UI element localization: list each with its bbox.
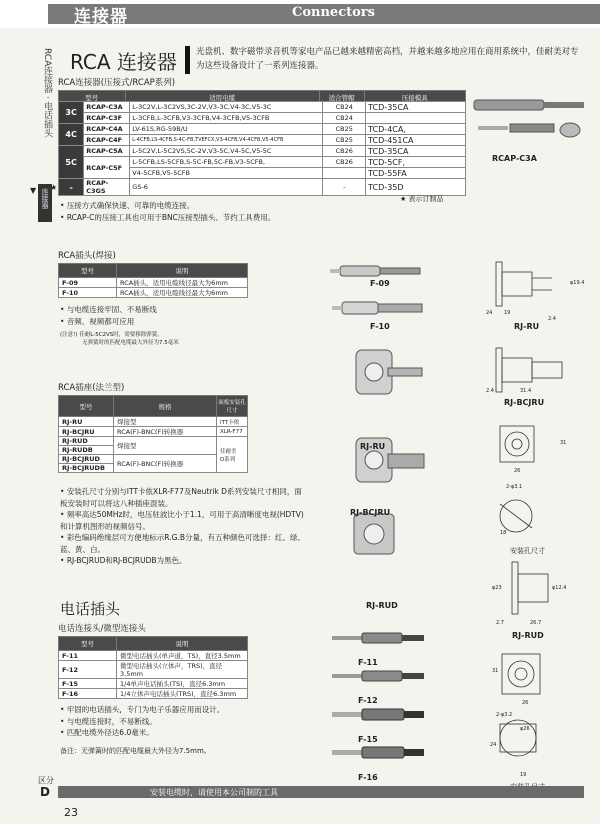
f11-label: F-11: [358, 658, 378, 667]
rj-ru-label: RJ-RU: [360, 442, 386, 451]
spec-cell: RCA(F)-BNC(F)转换器: [114, 455, 217, 473]
model-cell: RCAP-C5A: [84, 146, 130, 157]
model-cell: RJ-RUDB: [59, 446, 114, 455]
cap-cell: CB26: [323, 157, 366, 168]
col-model: 型号: [59, 91, 126, 104]
order-note: ★ 表示订制品: [400, 195, 444, 203]
table-row: [59, 679, 248, 689]
phone-bullets: [60, 704, 300, 739]
technical-drawings: [486, 258, 596, 788]
table-row: [59, 288, 248, 298]
dim-text: 26: [522, 700, 529, 706]
table-row: [59, 427, 248, 437]
rj-bcjru-label: RJ-BCJRU: [350, 508, 391, 517]
f10-label: F-10: [370, 322, 390, 331]
dim-text: φ12.4: [552, 585, 567, 591]
cable-cell: L-3CFB,L-3CFB,V3-3CFB,V4-3CFB,V5-3CFB: [130, 113, 323, 124]
spec-cell: RCA(F)-BNC(F)转换器: [114, 427, 217, 437]
region-label: 区分: [38, 776, 54, 785]
dim-text: 24: [486, 310, 493, 316]
table-row: [59, 661, 248, 679]
model-cell: F-15: [59, 679, 117, 689]
col-model: 型号: [59, 396, 114, 417]
table-row: [59, 113, 466, 124]
dim-text: 26.7: [530, 620, 542, 626]
f12-label: F-12: [358, 696, 378, 705]
dim-text: 2-φ3.2: [496, 712, 513, 718]
bullet-item: • RJ-BCJRUD和RJ-BCJRUDB为黑色。: [60, 556, 187, 565]
cable-cell: V4-5CFB,V5-5CFB: [130, 168, 323, 179]
bullet-item: • 匹配电缆外径达6.0毫米。: [60, 728, 154, 737]
cable-cell: L-5C2V,L-5C2VS,5C-2V,V3-5C,V4-5C,V5-5C: [130, 146, 323, 157]
col-model: 型号: [59, 637, 117, 651]
desc-cell: 微型电话插头(单声道，TS)，直径3.5mm: [117, 651, 248, 661]
f09-image: [330, 266, 420, 276]
f15-image: [332, 709, 424, 720]
dim-text: 2.7: [496, 620, 504, 626]
model-cell: RJ-RU: [59, 417, 114, 427]
cable-cell: GS-6: [130, 179, 323, 196]
model-cell: RCAP-C3A: [84, 102, 130, 113]
table-row: [59, 278, 248, 288]
model-cell: F-12: [59, 661, 117, 679]
jack-caption: RCA插座(法兰型): [58, 383, 125, 393]
side-tab-label: 连接器: [41, 188, 49, 209]
crimp-bullets: [60, 200, 360, 223]
cable-cell: LV-61S,RG-59B/U: [130, 124, 323, 135]
bullet-item: • 与电缆连接时，不易断线。: [60, 716, 157, 726]
phone-table: [58, 636, 248, 699]
die-cell: TCD-451CA: [366, 135, 466, 146]
plug-table: [58, 263, 248, 298]
model-cell: RCAP-C4F: [84, 135, 130, 146]
table-row: [59, 417, 248, 427]
cable-cell: L-3C2V,L-3C2VS,3C-2V,V3-3C,V4-3C,V5-3C: [130, 102, 323, 113]
bullet-item: • 音频、视频都可应用: [60, 316, 135, 326]
bullet-item: • 与电缆连接牢固、不易断线: [60, 305, 157, 314]
f12-image: [332, 671, 424, 681]
dim-text: 2-φ3.1: [506, 484, 523, 490]
rcap-c3a-image: [472, 92, 590, 152]
model-cell: F-16: [59, 689, 117, 699]
header-title-cn: 连接器: [74, 7, 128, 27]
dim-text: 2.4: [486, 388, 494, 394]
group-cell: -: [59, 179, 84, 196]
custom-star: ★: [50, 183, 58, 192]
dim-text: 31: [560, 440, 567, 446]
table-header-row: [59, 264, 248, 278]
col-cable: 适用电缆: [125, 91, 319, 104]
footer-text: 安装电缆时，请使用本公司制的工具: [150, 788, 278, 797]
header-title-en: Connectors: [292, 5, 375, 20]
table-row: [59, 124, 466, 135]
footer-bar: [58, 786, 584, 798]
table-header-row: [59, 396, 248, 417]
table-row: [59, 135, 466, 146]
col-hole: 面板安装孔尺寸: [217, 396, 248, 417]
model-cell: RCAP-C5F: [84, 157, 130, 179]
table-row: [59, 651, 248, 661]
jack-bullets: [60, 486, 305, 567]
cap-cell: CB25: [323, 124, 366, 135]
dim-text: 24: [490, 742, 497, 748]
f15-label: F-15: [358, 735, 378, 744]
desc-cell: RCA插头，适用电缆线径最大为6mm: [117, 288, 248, 298]
table-row: [59, 689, 248, 699]
table-row: [59, 146, 466, 157]
jack-table: [58, 395, 248, 473]
die-cell: TCD-4CA,: [366, 124, 466, 135]
dim-text: 2.4: [548, 316, 556, 322]
side-marker-icon: ▼: [30, 186, 37, 195]
col-desc: 说明: [117, 637, 248, 651]
cap-cell: CB24: [323, 102, 366, 113]
group-cell: 3C: [59, 102, 84, 124]
desc-cell: 1/4立体声电话插头(TRS)，直径6.3mm: [117, 689, 248, 699]
dim-text: 19: [520, 772, 527, 778]
cap-cell: CB24: [323, 113, 366, 124]
f11-image: [332, 633, 424, 643]
bullet-item: • 牢固的电话插头，专门为电子乐器应用而设计。: [60, 705, 225, 714]
drawing-rj-rud-label: RJ-RUD: [512, 631, 544, 640]
f16-label: F-16: [358, 773, 378, 782]
hole-cell: ITT卡侬: [217, 417, 248, 427]
rj-ru-image: [356, 350, 422, 394]
dim-text: φ26: [520, 726, 530, 732]
table-header-row: [59, 637, 248, 651]
cap-cell: CB25: [323, 135, 366, 146]
table-row: [59, 102, 466, 113]
bullet-item: • RCAP-C的压接工具也可用于BNC压接型插头、节约工具费用。: [60, 212, 276, 222]
spec-cell: 焊接型: [114, 437, 217, 455]
intro-bar: [185, 46, 190, 74]
plug-bullets: [60, 304, 260, 327]
model-cell: RCAP-C3F: [84, 113, 130, 124]
bullet-item: • 压接方式确保快速、可靠的电缆连接。: [60, 201, 195, 210]
side-label: RCA连接器 · 电话插头: [42, 48, 52, 138]
phone-product-photos: [328, 630, 428, 775]
f10-image: [332, 302, 422, 314]
dim-text: φ19.4: [570, 280, 585, 286]
dim-text: 31: [492, 668, 499, 674]
drawing-rj-ru-label: RJ-RU: [514, 322, 540, 331]
table-row: [59, 437, 248, 446]
phone-title: 电话插头: [60, 600, 121, 618]
hole-cell: 佳耐美 D系列: [217, 437, 248, 473]
cable-cell: L-4CFB,LS-4CFB,S-4C-FB,TVEFCX,V3-4CFB,V4-4CFB,V5-4CFB: [130, 135, 323, 146]
model-cell: RJ-BCJRU: [59, 427, 114, 437]
bullet-item: • 频率高达50MHz时，电压驻波比小于1.1，可用于高清晰度电视(HDTV)和计算机图形的视频信号。: [60, 510, 304, 531]
dim-text: 18: [500, 530, 507, 536]
die-cell: TCD-35D: [366, 179, 466, 196]
col-die: 压接模具: [364, 91, 466, 104]
section-title: RCA 连接器: [70, 50, 177, 74]
col-model: 型号: [59, 264, 117, 278]
table-row: [59, 179, 466, 196]
group-cell: 4C: [59, 124, 84, 146]
cap-cell: CB26: [323, 146, 366, 157]
plug-caption: RCA插头(焊接): [58, 251, 116, 261]
drawing-rj-bcjru-label: RJ-BCJRU: [504, 398, 545, 407]
rj-rud-label: RJ-RUD: [366, 601, 398, 610]
f09-label: F-09: [370, 279, 390, 288]
desc-cell: 1/4单声电话插头(TS)，直径6.3mm: [117, 679, 248, 689]
cap-cell: [323, 168, 366, 179]
col-desc: 说明: [117, 264, 248, 278]
table-row: [59, 157, 466, 168]
col-cap: 适合管帽: [319, 91, 364, 104]
crimp-caption: RCA连接器(压接式/RCAP系列): [58, 78, 176, 88]
phone-note: 备注：无弹簧时的匹配电缆最大外径为7.5mm。: [60, 747, 211, 755]
page-number: 23: [64, 806, 78, 819]
dim-text: φ23: [492, 585, 502, 591]
crimp-table-body: [58, 101, 466, 196]
dim-text: 26: [514, 468, 521, 474]
f16-image: [332, 747, 424, 758]
spec-cell: 焊接型: [114, 417, 217, 427]
model-cell: RJ-BCJRUDB: [59, 464, 114, 473]
section-intro: 光盘机、数字磁带录音机等家电产品已越来越精密高档，并越来越多地应用在商用系统中，佳耐美对专为这些设备设计了一系列连接器。: [196, 47, 579, 71]
desc-cell: RCA插头，适用电缆线径最大为6mm: [117, 278, 248, 288]
bullet-item: • 彩色编码绝缘层可方便地标示R.G.B分量，有五种颜色可选择：红、绿、蓝、黄、白。: [60, 533, 305, 554]
model-cell: RJ-BCJRUD: [59, 455, 114, 464]
rj-rud-image: [354, 514, 394, 554]
die-cell: TCD-5CF,: [366, 157, 466, 168]
model-cell: RCAP-C4A: [84, 124, 130, 135]
col-spec: 规格: [114, 396, 217, 417]
model-cell: F-09: [59, 278, 117, 288]
model-cell: F-10: [59, 288, 117, 298]
phone-caption: 电话连接头/微型连接头: [58, 624, 146, 634]
desc-cell: 微型电话插头(立体声，TRS)，直径3.5mm: [117, 661, 248, 679]
die-cell: TCD-35CA: [366, 102, 466, 113]
cap-cell: -: [323, 179, 366, 196]
drawing-hole-label-1: 安装孔尺寸: [510, 547, 545, 555]
plug-note: (注意!) 佳耐L-5C2VS时，需要移除弹簧。 无弹簧时的匹配电缆最大外径为7.5毫米: [60, 332, 179, 346]
model-cell: F-11: [59, 651, 117, 661]
dim-text: 19: [504, 310, 511, 316]
rcap-c3a-label: RCAP-C3A: [492, 154, 537, 163]
hole-cell: XLR-F77: [217, 427, 248, 437]
die-cell: TCD-55FA: [366, 168, 466, 179]
region-letter: D: [40, 785, 50, 799]
cable-cell: L-5CFB,LS-5CFB,S-5C-FB,5C-FB,V3-5CFB,: [130, 157, 323, 168]
dim-text: 31.4: [520, 388, 532, 394]
bullet-item: • 安装孔尺寸分别与ITT卡侬XLR-F77及Neutrik D系列安装尺寸相同，面板安装时可以将这八种插座混装。: [60, 487, 302, 508]
model-cell: RJ-RUD: [59, 437, 114, 446]
die-cell: TCD-35CA: [366, 146, 466, 157]
group-cell: 5C: [59, 146, 84, 179]
model-cell: RCAP-C3GS: [84, 179, 130, 196]
die-cell: [366, 113, 466, 124]
